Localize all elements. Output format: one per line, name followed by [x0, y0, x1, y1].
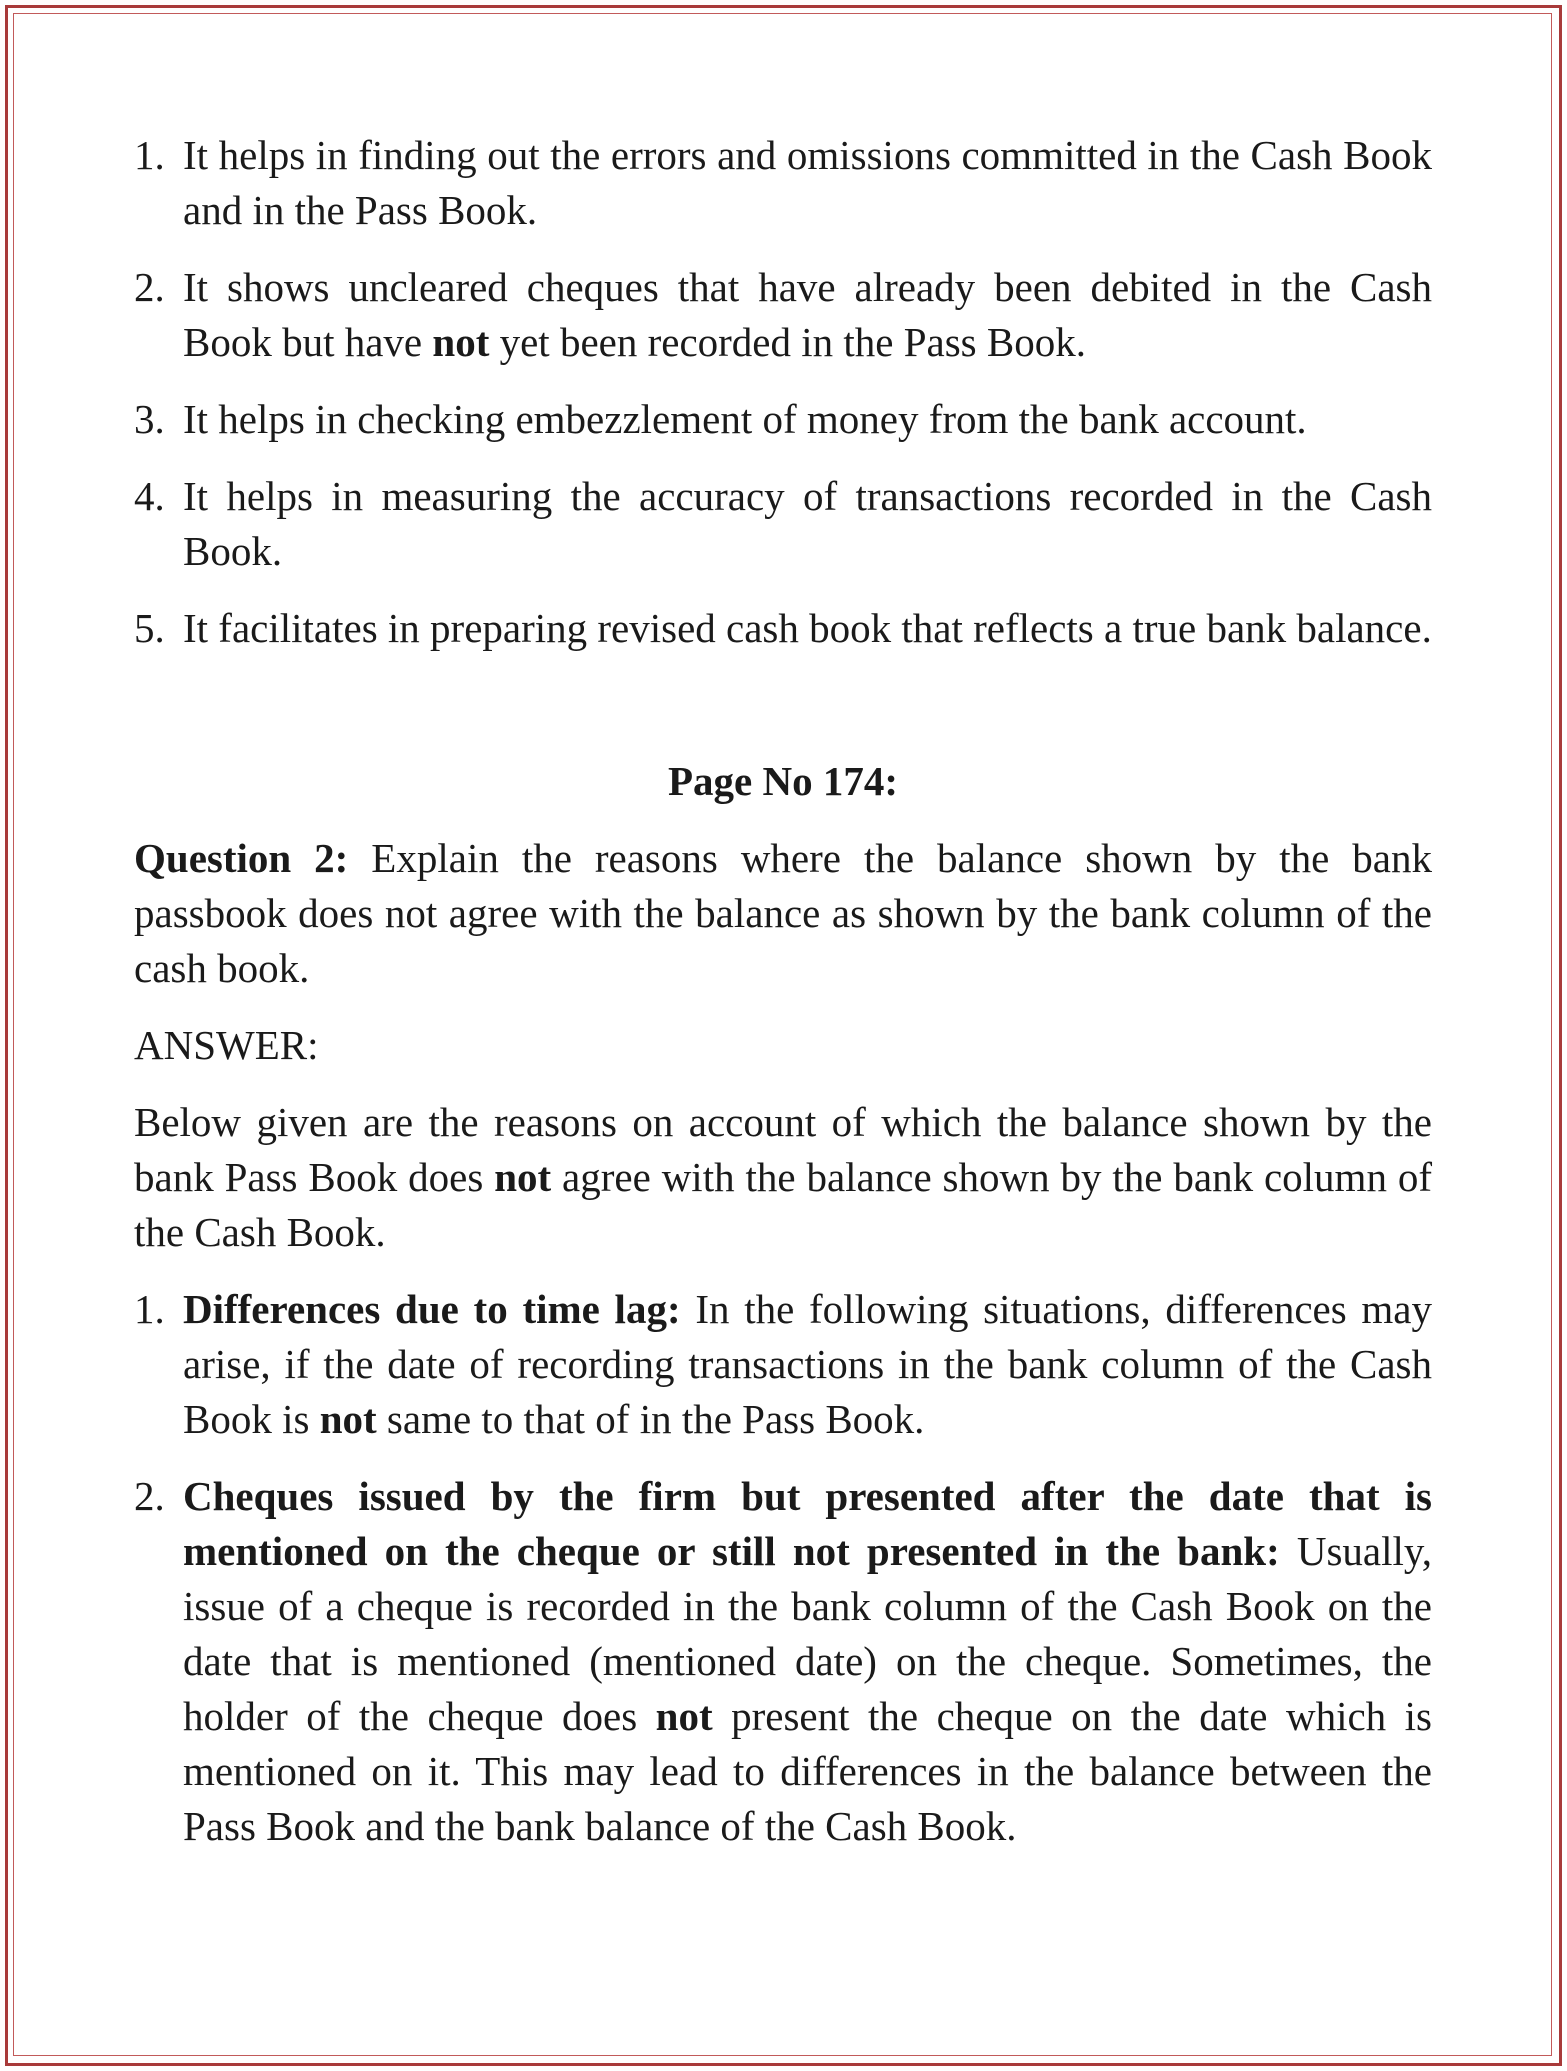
list-item-text: It helps in checking embezzlement of money from the bank account.: [183, 396, 1307, 442]
emphasis-not: not: [319, 1396, 377, 1442]
list-item: [134, 392, 1432, 447]
list-item: [134, 601, 1432, 656]
page-number-heading: Page No 174:: [667, 758, 898, 804]
document-content: [134, 128, 1432, 1876]
emphasis-not: not: [655, 1693, 713, 1739]
list-item: [134, 1282, 1432, 1447]
list-item-number: 3.: [134, 396, 165, 442]
list-item: [134, 260, 1432, 370]
list-item-number: 2.: [134, 1473, 165, 1519]
list-item-number: 1.: [134, 132, 165, 178]
reason-heading: Cheques issued by the firm but presented after the date that is mentioned on the cheque or still not presented in the bank:: [183, 1473, 1432, 1574]
reason-text-end: same to that of in the Pass Book.: [376, 1396, 925, 1442]
list-item-number: 4.: [134, 473, 165, 519]
question-paragraph: [134, 831, 1432, 996]
list-item-text: It helps in finding out the errors and omissions committed in the Cash Book and in the Pass Book.: [183, 132, 1432, 233]
list-item-text: It helps in measuring the accuracy of transactions recorded in the Cash Book.: [183, 473, 1432, 574]
intro-text: Below given are the reasons on account of which the balance shown by the bank Pass Book does: [134, 1099, 1432, 1200]
question-label: Question 2:: [134, 835, 349, 881]
reason-text-end: present the cheque on the date which is mentioned on it. This may lead to differences in the balance between the Pass Book and the bank balance of the Cash Book.: [183, 1693, 1432, 1849]
list-item: [134, 128, 1432, 238]
emphasis-not: not: [432, 319, 490, 365]
list-item: [134, 469, 1432, 579]
answer-intro: [134, 1095, 1432, 1260]
list-item-text: It facilitates in preparing revised cash book that reflects a true bank balance.: [183, 605, 1432, 651]
intro-text-end: agree with the balance shown by the bank column of the Cash Book.: [134, 1154, 1432, 1255]
reason-text: In the following situations, differences may arise, if the date of recording transactions in the bank column of the Cash Book is: [183, 1286, 1432, 1442]
list-item-number: 5.: [134, 605, 165, 651]
emphasis-not: not: [494, 1154, 552, 1200]
list-item-number: 1.: [134, 1286, 165, 1332]
reason-heading: Differences due to time lag:: [183, 1286, 681, 1332]
question-text: Explain the reasons where the balance shown by the bank passbook does not agree with the balance as shown by the bank column of the cash book.: [134, 835, 1432, 991]
list-item-text-end: yet been recorded in the Pass Book.: [489, 319, 1086, 365]
answer-label: ANSWER:: [134, 1022, 319, 1068]
list-item-number: 2.: [134, 264, 165, 310]
list-item-text: It shows uncleared cheques that have already been debited in the Cash Book but have: [183, 264, 1432, 365]
reasons-list: [134, 1282, 1432, 1854]
advantages-list: [134, 128, 1432, 656]
reason-text: Usually, issue of a cheque is recorded in the bank column of the Cash Book on the date that is mentioned (mentioned date) on the cheque. Sometimes, the holder of the cheque does: [183, 1528, 1432, 1739]
list-item: [134, 1469, 1432, 1854]
